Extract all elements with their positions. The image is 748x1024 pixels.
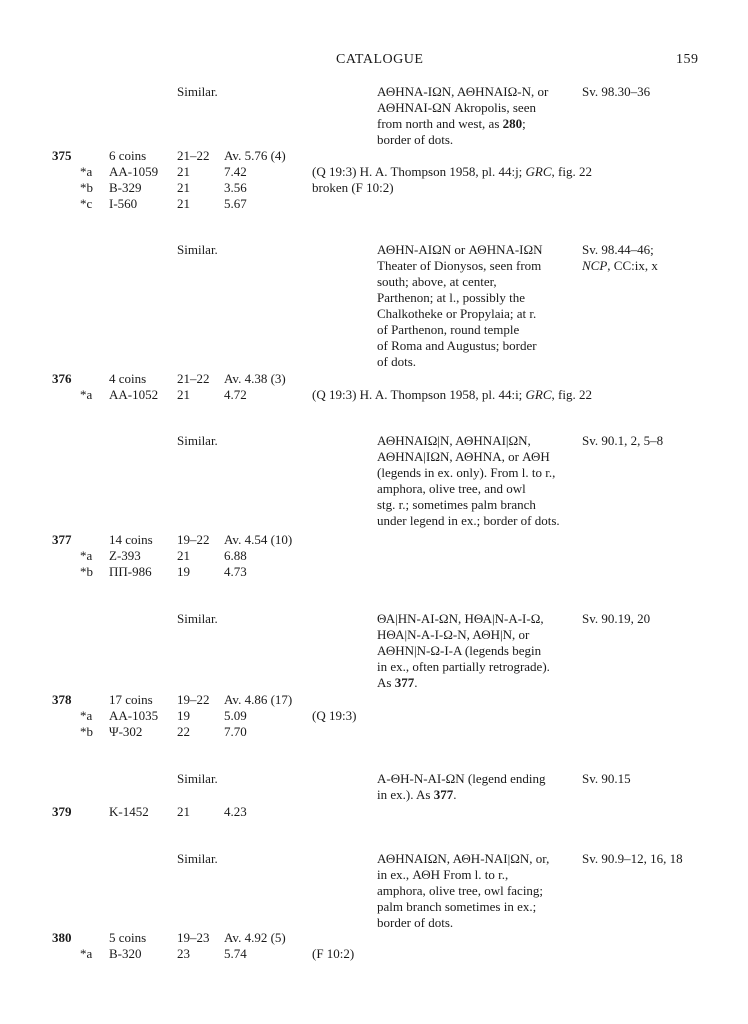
obverse-description [377,611,577,691]
weight: Av. 4.38 (3) [224,371,286,386]
entry-number: 375 [52,148,72,163]
specimen-row [0,564,748,580]
specimen-mark: *b [80,724,93,739]
weight: 4.73 [224,564,247,579]
cross-reference-number: 377 [394,675,415,690]
obverse-description [377,242,577,370]
inventory-id: AA-1059 [109,164,159,179]
diameter: 21 [177,548,190,563]
similar-label: Similar. [177,851,218,866]
inventory-id: I-560 [109,196,138,211]
summary-row [0,532,748,548]
description-line: amphora, olive tree, owl facing; [377,883,544,898]
specimen-mark: *b [80,180,93,195]
description-line: ΑΘΗΝΑΙΩΝ, ΑΘΗ-ΝΑΙ|ΩΝ, or, [377,851,550,866]
cross-reference-number: 377 [433,787,454,802]
weight: 5.09 [224,708,247,723]
weight: 4.23 [224,804,247,819]
coin-count: 5 coins [109,930,147,945]
specimen-row [0,724,748,740]
description-line: stg. r.; sometimes palm branch [377,497,536,512]
description-line: Α-ΘΗ-Ν-ΑΙ-ΩΝ (legend ending [377,771,546,786]
obverse-description [377,433,577,529]
description-line: Parthenon; at l., possibly the [377,290,526,305]
weight: Av. 4.92 (5) [224,930,286,945]
diameter: 19 [177,564,190,579]
specimen-note: broken (F 10:2) [312,180,394,195]
diameter: 21 [177,164,190,179]
reference [582,771,631,787]
specimen-mark: *a [80,708,93,723]
summary-row [0,692,748,708]
reference-abbrev: NCP [582,258,608,273]
similar-label: Similar. [177,242,218,257]
description-line: of dots. [377,354,416,369]
specimen-note: (Q 19:3) [312,708,357,723]
page-title: CATALOGUE [336,52,424,67]
specimen-row [0,164,748,180]
reference-line: Sv. 98.44–46; [582,242,654,257]
weight: 5.67 [224,196,247,211]
weight: 4.72 [224,387,247,402]
diameter: 21 [177,387,190,402]
inventory-id: Ψ-302 [109,724,143,739]
description-line [377,116,577,132]
similar-label: Similar. [177,771,218,786]
description-line: ΑΘΗΝ-ΑΙΩΝ or ΑΘΗΝΑ-ΙΩΝ [377,242,543,257]
diameter: 19–23 [177,930,210,945]
description-line: Theater of Dionysos, seen from [377,258,542,273]
summary-row [0,148,748,164]
diameter: 21–22 [177,371,210,386]
weight: Av. 4.86 (17) [224,692,293,707]
description-line: ΑΘΗΝΑ|ΙΩΝ, ΑΘΗΝΑ, or ΑΘΗ [377,449,550,464]
reference [582,433,663,449]
page-number: 159 [676,52,699,67]
reference [582,611,650,627]
specimen-mark: *a [80,164,93,179]
specimen-row [0,387,748,403]
specimen-mark: *b [80,564,93,579]
description-line: ΘΑ|ΗΝ-ΑΙ-ΩΝ, ΗΘΑ|Ν-Α-Ι-Ω, [377,611,544,626]
entry-number: 379 [52,804,72,819]
cross-reference-number: 280 [502,116,523,131]
weight: Av. 4.54 (10) [224,532,293,547]
weight: Av. 5.76 (4) [224,148,286,163]
specimen-mark: *a [80,548,93,563]
summary-row [0,804,748,820]
entry-number: 378 [52,692,72,707]
entry-number: 377 [52,532,72,547]
specimen-row [0,946,748,962]
description-line: south; above, at center, [377,274,497,289]
weight: 6.88 [224,548,247,563]
obverse-description [377,771,577,803]
similar-label: Similar. [177,433,218,448]
reference-line: Sv. 90.19, 20 [582,611,651,626]
description-line: in ex., often partially retrograde). [377,659,550,674]
specimen-note: (F 10:2) [312,946,355,961]
diameter: 23 [177,946,190,961]
description-line [377,675,577,691]
coin-count: 4 coins [109,371,147,386]
obverse-description [377,84,577,148]
coin-count: 17 coins [109,692,153,707]
specimen-row [0,708,748,724]
description-line: border of dots. [377,132,454,147]
inventory-id: K-1452 [109,804,149,819]
description-text: in ex.). As [377,787,434,802]
diameter: 19–22 [177,692,210,707]
specimen-note: (Q 19:3) H. A. Thompson 1958, pl. 44:j; GRC, fig. 22 [312,164,592,179]
diameter: 21 [177,804,190,819]
diameter: 19–22 [177,532,210,547]
description-line: (legends in ex. only). From l. to r., [377,465,556,480]
summary-row [0,371,748,387]
entry-number: 376 [52,371,72,386]
inventory-id: Z-393 [109,548,141,563]
weight: 7.70 [224,724,247,739]
description-line: palm branch sometimes in ex.; [377,899,537,914]
description-line: ΑΘΗΝΑΙΩ|Ν, ΑΘΗΝΑΙ|ΩΝ, [377,433,531,448]
reference-text: , CC:ix, x [607,258,658,273]
description-line: border of dots. [377,915,454,930]
similar-label: Similar. [177,611,218,626]
description-text: . [453,787,457,802]
specimen-row [0,196,748,212]
diameter: 21 [177,180,190,195]
reference-line: Sv. 90.9–12, 16, 18 [582,851,683,866]
coin-count: 14 coins [109,532,153,547]
description-line: of Roma and Augustus; border [377,338,537,353]
reference-line [582,258,658,274]
diameter: 22 [177,724,190,739]
description-line: Chalkotheke or Propylaia; at r. [377,306,537,321]
inventory-id: ΠΠ-986 [109,564,152,579]
specimen-mark: *a [80,946,93,961]
reference-line: Sv. 98.30–36 [582,84,651,99]
obverse-description [377,851,577,931]
description-line: under legend in ex.; border of dots. [377,513,560,528]
weight: 7.42 [224,164,247,179]
coin-count: 6 coins [109,148,147,163]
description-line: of Parthenon, round temple [377,322,520,337]
reference-line: Sv. 90.15 [582,771,631,786]
specimen-note: (Q 19:3) H. A. Thompson 1958, pl. 44:i; GRC, fig. 22 [312,387,592,402]
specimen-mark: *c [80,196,93,211]
description-line: ΗΘΑ|Ν-Α-Ι-Ω-Ν, ΑΘΗ|Ν, or [377,627,530,642]
diameter: 21–22 [177,148,210,163]
reference [582,84,650,100]
inventory-id: AA-1035 [109,708,159,723]
description-text: ; [522,116,526,131]
weight: 3.56 [224,180,247,195]
description-text: from north and west, as [377,116,503,131]
description-line [377,787,577,803]
inventory-id: B-320 [109,946,142,961]
weight: 5.74 [224,946,247,961]
description-line: ΑΘΗΝ|Ν-Ω-Ι-Α (legends begin [377,643,542,658]
similar-label: Similar. [177,84,218,99]
inventory-id: B-329 [109,180,142,195]
diameter: 21 [177,196,190,211]
reference [582,851,683,867]
description-text: As [377,675,395,690]
diameter: 19 [177,708,190,723]
specimen-mark: *a [80,387,93,402]
summary-row [0,930,748,946]
inventory-id: AA-1052 [109,387,159,402]
reference-line: Sv. 90.1, 2, 5–8 [582,433,664,448]
description-line: in ex., ΑΘΗ From l. to r., [377,867,509,882]
description-line: ΑΘΗΝΑ-ΙΩΝ, ΑΘΗΝΑΙΩ-Ν, or [377,84,549,99]
description-line: ΑΘΗΝΑΙ-ΩΝ Akropolis, seen [377,100,536,115]
specimen-row [0,548,748,564]
specimen-row [0,180,748,196]
entry-number: 380 [52,930,72,945]
description-line: amphora, olive tree, and owl [377,481,526,496]
reference [582,242,658,274]
description-text: . [414,675,418,690]
